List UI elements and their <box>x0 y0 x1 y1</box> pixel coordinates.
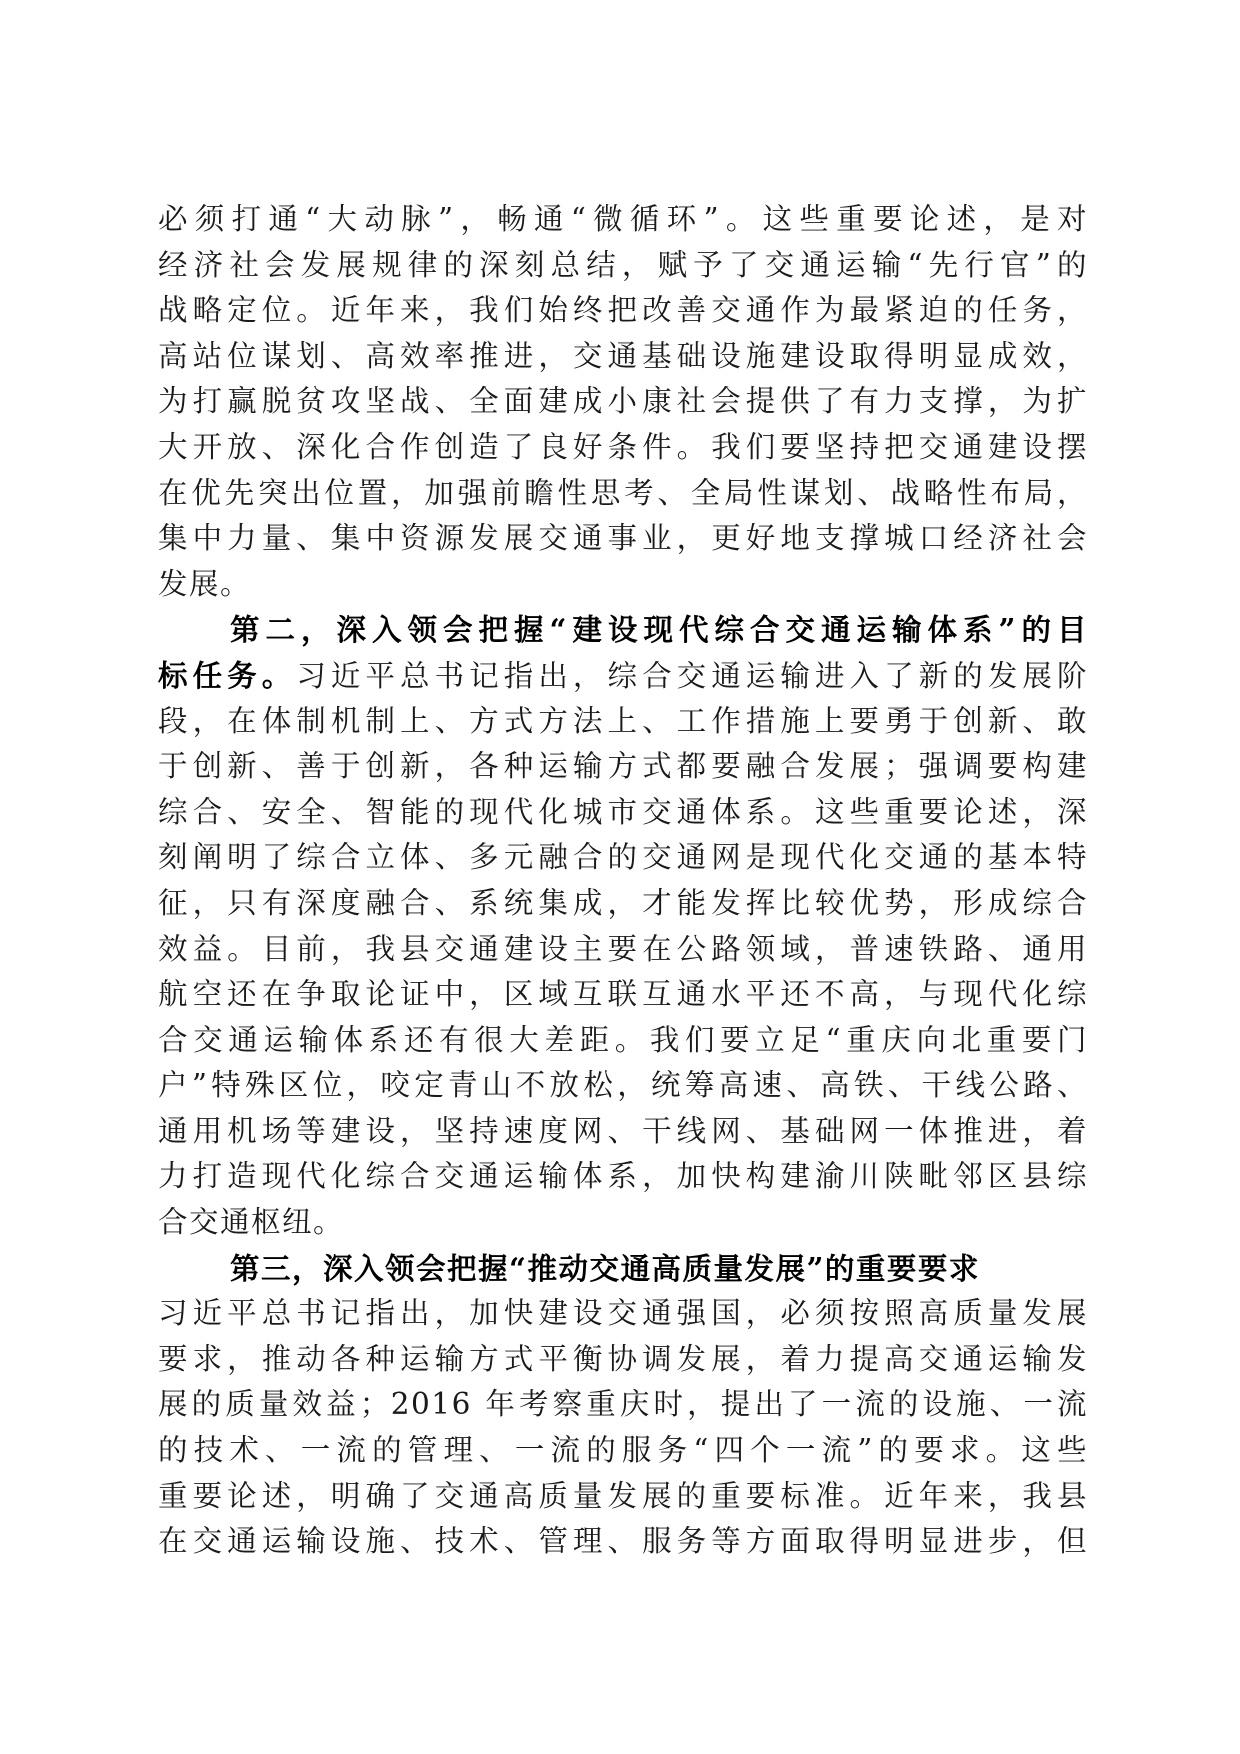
paragraph-text: 为打赢脱贫攻坚战、全面建成小康社会提供了有力支撑，为扩 <box>158 384 1088 419</box>
paragraph-line <box>158 1474 1088 1520</box>
paragraph-line <box>158 1428 1088 1474</box>
paragraph-line <box>158 379 1088 425</box>
paragraph-line <box>158 1018 1088 1064</box>
paragraph-line <box>158 744 1088 790</box>
paragraph-text: 征，只有深度融合、系统集成，才能发挥比较优势，形成综合 <box>158 885 1088 920</box>
paragraph-text: 习近平总书记指出，加快建设交通强国，必须按照高质量发展 <box>158 1296 1088 1331</box>
paragraph-text: 高站位谋划、高效率推进，交通基础设施建设取得明显成效， <box>158 338 1088 373</box>
paragraph-text: 力打造现代化综合交通运输体系，加快构建渝川陕毗邻区县综 <box>158 1159 1088 1194</box>
paragraph-text: 重要论述，明确了交通高质量发展的重要标准。近年来，我县 <box>158 1478 1088 1513</box>
paragraph-line <box>158 425 1088 471</box>
paragraph-text: 习近平总书记指出，综合交通运输进入了新的发展阶 <box>296 658 1088 693</box>
paragraph-text: 在交通运输设施、技术、管理、服务等方面取得明显进步，但 <box>158 1524 1088 1559</box>
paragraph-line <box>158 1337 1088 1383</box>
paragraph-text: 合交通枢纽。 <box>158 1205 345 1240</box>
paragraph-line <box>158 288 1088 334</box>
paragraph-line <box>158 243 1088 289</box>
paragraph-text: 发展。 <box>158 566 252 601</box>
paragraph-line <box>158 1519 1088 1565</box>
paragraph-line <box>158 1154 1088 1200</box>
paragraph-line <box>158 835 1088 881</box>
paragraph-line <box>158 1382 1088 1428</box>
paragraph-line <box>158 1063 1088 1109</box>
paragraph-line <box>158 197 1088 243</box>
section-heading <box>158 607 1088 653</box>
paragraph-text: 必须打通“大动脉”，畅通“微循环”。这些重要论述，是对 <box>158 202 1088 236</box>
paragraph-text: 户”特殊区位，咬定青山不放松，统筹高速、高铁、干线公路、 <box>158 1068 1088 1103</box>
heading-text: 第三，深入领会把握“推动交通高质量发展”的重要要求 <box>230 1250 980 1286</box>
heading-text: 第二，深入领会把握“建设现代综合交通运输体系”的目 <box>230 612 1088 648</box>
paragraph-text: 要求，推动各种运输方式平衡协调发展，着力提高交通运输发 <box>158 1341 1088 1376</box>
paragraph-text: 的技术、一流的管理、一流的服务“四个一流”的要求。这些 <box>158 1433 1088 1468</box>
heading-continuation-line <box>158 653 1088 699</box>
paragraph-line <box>158 1200 1088 1246</box>
document-body <box>158 197 1088 1565</box>
paragraph-text: 大开放、深化合作创造了良好条件。我们要坚持把交通建设摆 <box>158 429 1088 464</box>
paragraph-text: 段，在体制机制上、方式方法上、工作措施上要勇于创新、敢 <box>158 703 1088 738</box>
paragraph-text: 刻阐明了综合立体、多元融合的交通网是现代化交通的基本特 <box>158 840 1088 875</box>
paragraph-text: 战略定位。近年来，我们始终把改善交通作为最紧迫的任务， <box>158 293 1088 328</box>
paragraph-line <box>158 972 1088 1018</box>
paragraph-text: 综合、安全、智能的现代化城市交通体系。这些重要论述，深 <box>158 794 1088 829</box>
paragraph-text: 在优先突出位置，加强前瞻性思考、全局性谋划、战略性布局， <box>158 475 1088 510</box>
paragraph-text: 通用机场等建设，坚持速度网、干线网、基础网一体推进，着 <box>158 1113 1088 1148</box>
paragraph-line <box>158 927 1088 973</box>
paragraph-line <box>158 699 1088 745</box>
paragraph-text: 经济社会发展规律的深刻总结，赋予了交通运输“先行官”的 <box>158 247 1088 282</box>
section-heading <box>158 1246 1088 1292</box>
paragraph-line <box>158 1109 1088 1155</box>
paragraph-line <box>158 562 1088 608</box>
paragraph-line <box>158 471 1088 517</box>
paragraph-text: 集中力量、集中资源发展交通事业，更好地支撑城口经济社会 <box>158 521 1088 556</box>
paragraph-line <box>158 881 1088 927</box>
paragraph-text: 效益。目前，我县交通建设主要在公路领域，普速铁路、通用 <box>158 931 1088 966</box>
paragraph-text: 展的质量效益；2016 年考察重庆时，提出了一流的设施、一流 <box>158 1387 1088 1422</box>
paragraph-line <box>158 790 1088 836</box>
paragraph-text: 于创新、善于创新，各种运输方式都要融合发展；强调要构建 <box>158 749 1088 784</box>
paragraph-text: 合交通运输体系还有很大差距。我们要立足“重庆向北重要门 <box>158 1022 1088 1057</box>
paragraph-line <box>158 516 1088 562</box>
paragraph-line <box>158 334 1088 380</box>
paragraph-line <box>158 1291 1088 1337</box>
paragraph-text: 航空还在争取论证中，区域互联互通水平还不高，与现代化综 <box>158 977 1088 1012</box>
heading-text-bold: 标任务。 <box>158 657 297 693</box>
